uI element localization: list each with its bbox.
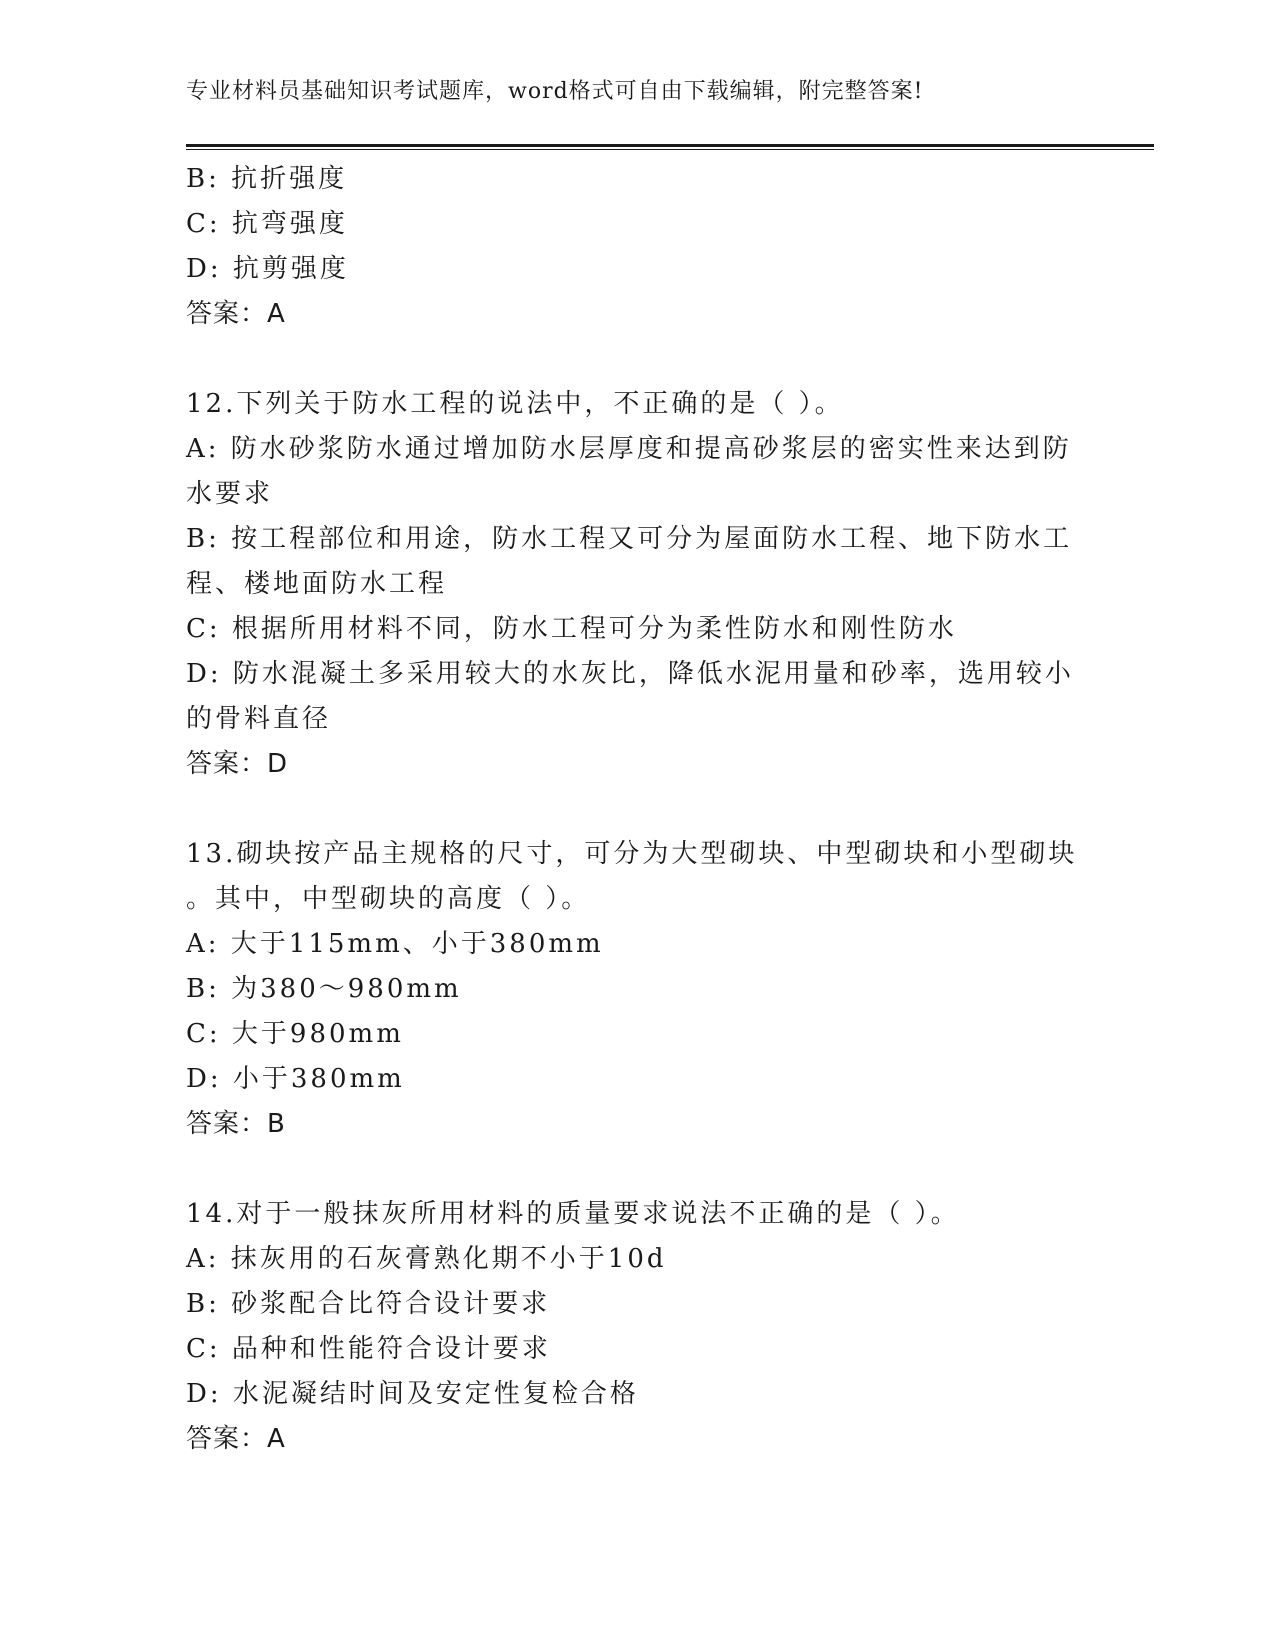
option-c: C: 根据所用材料不同，防水工程可分为柔性防水和刚性防水 <box>186 614 957 644</box>
option-d-continued: 的骨料直径 <box>186 704 332 734</box>
document-body <box>186 157 1086 1462</box>
option-b: B: 砂浆配合比符合设计要求 <box>186 1289 551 1319</box>
option-c: C: 抗弯强度 <box>186 209 348 239</box>
option-b: B: 按工程部位和用途，防水工程又可分为屋面防水工程、地下防水工 <box>186 524 1073 554</box>
question-stem: 12.下列关于防水工程的说法中，不正确的是（ ）。 <box>186 389 844 419</box>
option-b: B: 为380～980mm <box>186 974 462 1004</box>
option-d: D: 抗剪强度 <box>186 254 349 284</box>
question-stem: 14.对于一般抹灰所用材料的质量要求说法不正确的是（ ）。 <box>186 1199 960 1229</box>
header-rule-thin <box>186 149 1154 150</box>
page-header: 专业材料员基础知识考试题库，word格式可自由下载编辑，附完整答案! <box>186 79 924 104</box>
option-a: A: 抹灰用的石灰膏熟化期不小于10d <box>186 1244 667 1274</box>
question-13 <box>186 832 1086 1147</box>
question-stem-continued: 。其中，中型砌块的高度（ ）。 <box>186 884 591 914</box>
answer-line: 答案：B <box>186 1109 286 1139</box>
option-d: D: 小于380mm <box>186 1064 405 1094</box>
header-rule-thick <box>186 144 1154 147</box>
option-d: D: 防水混凝土多采用较大的水灰比，降低水泥用量和砂率，选用较小 <box>186 659 1074 689</box>
answer-line: 答案：D <box>186 749 289 779</box>
option-d: D: 水泥凝结时间及安定性复检合格 <box>186 1379 639 1409</box>
option-b: B: 抗折强度 <box>186 164 348 194</box>
option-c: C: 大于980mm <box>186 1019 404 1049</box>
option-a-continued: 水要求 <box>186 479 274 509</box>
option-a: A: 大于115mm、小于380mm <box>186 929 604 959</box>
question-14 <box>186 1192 1086 1462</box>
question-12 <box>186 382 1086 787</box>
answer-line: 答案：A <box>186 1424 286 1454</box>
question-11-continuation <box>186 157 1086 337</box>
answer-line: 答案：A <box>186 299 286 329</box>
option-c: C: 品种和性能符合设计要求 <box>186 1334 551 1364</box>
option-b-continued: 程、楼地面防水工程 <box>186 569 448 599</box>
question-stem: 13.砌块按产品主规格的尺寸，可分为大型砌块、中型砌块和小型砌块 <box>186 839 1078 869</box>
option-a: A: 防水砂浆防水通过增加防水层厚度和提高砂浆层的密实性来达到防 <box>186 434 1072 464</box>
